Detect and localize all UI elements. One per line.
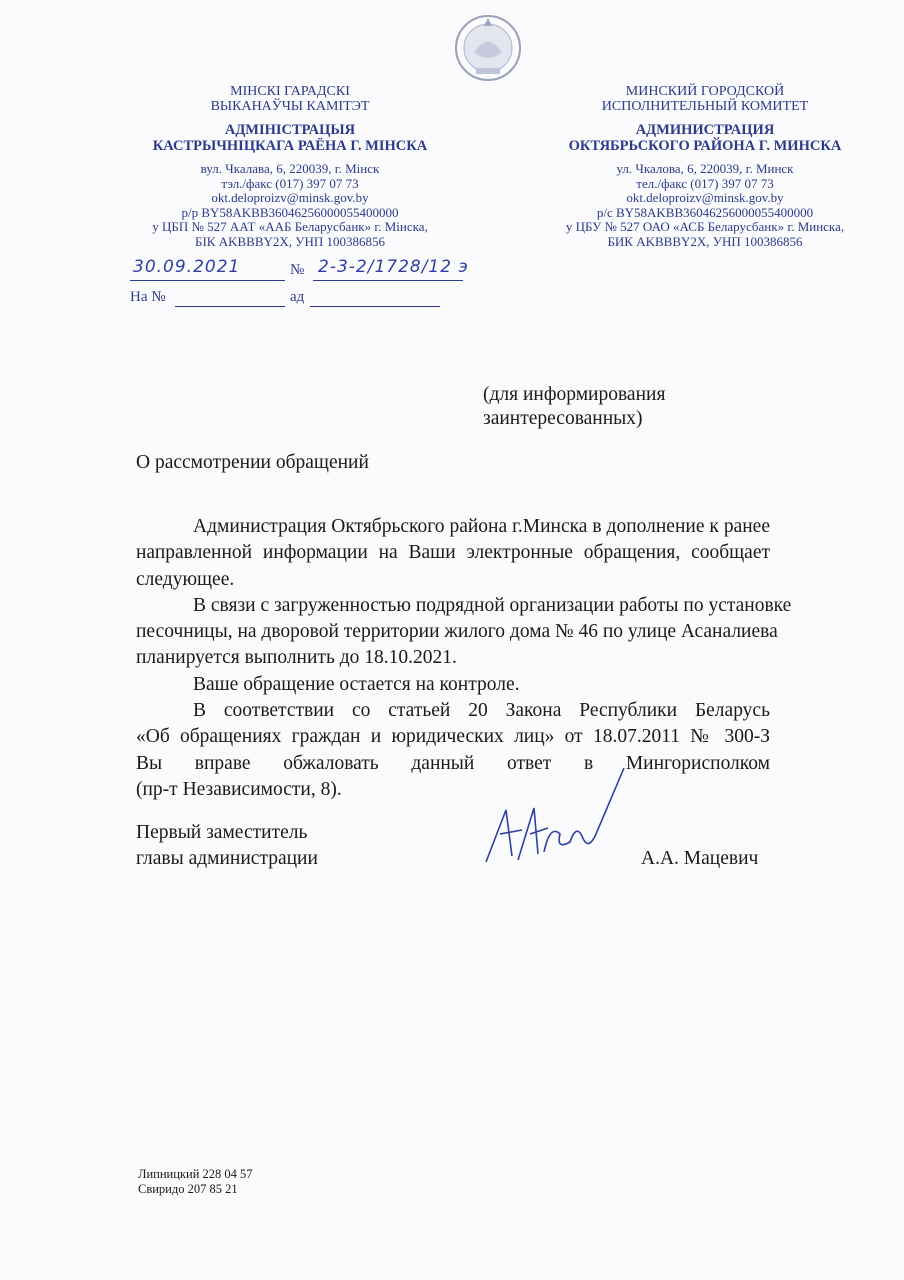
contacts	[138, 1167, 253, 1197]
email-line: okt.deloproizv@minsk.gov.by	[211, 190, 369, 205]
contact-line: Липницкий 228 04 57	[138, 1167, 253, 1181]
admin-line: КАСТРЫЧНІЦКАГА РАЁНА Г. МІНСКА	[152, 138, 428, 154]
email-line: okt.deloproizv@minsk.gov.by	[626, 190, 784, 205]
admin-line: АДМИНИСТРАЦИЯ	[635, 122, 775, 138]
position-line: Первый заместитель	[136, 822, 308, 843]
letter-date: 30.09.2021	[133, 257, 241, 277]
bank-line: у ЦБУ № 527 ОАО «АСБ Беларусбанк» г. Минска,	[565, 219, 845, 234]
body-line: В связи с загруженностью подрядной организации работы по установке	[193, 594, 792, 616]
org-line: ИСПОЛНИТЕЛЬНЫЙ КОМИТЕТ	[601, 99, 809, 114]
body-line: следующее.	[136, 568, 235, 590]
header-belarusian	[120, 84, 460, 249]
phone-line: тэл./факс (017) 397 07 73	[221, 175, 359, 191]
org-line: МИНСКИЙ ГОРОДСКОЙ	[625, 84, 785, 99]
address-line: ул. Чкалова, 6, 220039, г. Минск	[616, 161, 794, 176]
org-line: ВЫКАНАЎЧЫ КАМІТЭТ	[210, 99, 370, 114]
bank-line: у ЦБП № 527 ААТ «ААБ Беларусбанк» г. Мінска,	[152, 219, 428, 234]
recipient-note-line: заинтересованных)	[483, 408, 643, 429]
body-line: (пр-т Независимости, 8).	[136, 778, 342, 800]
ref-number-label: На №	[130, 289, 166, 305]
ref-from-label: ад	[290, 289, 305, 305]
number-label: №	[290, 262, 305, 278]
body-paragraph	[136, 514, 792, 803]
header-russian	[530, 84, 880, 249]
subject-line: О рассмотрении обращений	[136, 452, 369, 473]
account-line: р/с BY58AKBB36046256000055400000	[596, 204, 814, 220]
body-line: Администрация Октябрьского района г.Минска в дополнение к ранее	[193, 516, 770, 537]
signatory-position	[136, 820, 318, 872]
account-line: р/р BY58AKBB36046256000055400000	[181, 204, 399, 220]
position-line: главы администрации	[136, 848, 318, 869]
admin-line: ОКТЯБРЬСКОГО РАЙОНА Г. МИНСКА	[568, 138, 842, 154]
admin-line: АДМІНІСТРАЦЫЯ	[224, 122, 356, 138]
bic-line: БИК AKBBBY2X, УНП 100386856	[607, 233, 803, 249]
state-emblem-icon	[450, 12, 526, 84]
signatory-name: А.А. Мацевич	[641, 848, 759, 869]
body-line: В соответствии со статьей 20 Закона Республики Беларусь	[193, 700, 770, 722]
address-line: вул. Чкалава, 6, 220039, г. Мінск	[200, 161, 380, 176]
recipient-note	[483, 383, 665, 431]
recipient-note-line: (для информирования	[483, 384, 666, 405]
letter-number: 2-3-2/1728/12 э	[318, 257, 469, 277]
body-line: песочницы, на дворовой территории жилого дома № 46 по улице Асаналиева	[136, 621, 778, 643]
body-line: планируется выполнить до 18.10.2021.	[136, 647, 457, 669]
body-line: «Об обращениях граждан и юридических лиц» от 18.07.2011 № 300-З	[136, 726, 770, 748]
signature-icon	[478, 764, 628, 868]
phone-line: тел./факс (017) 397 07 73	[636, 175, 774, 191]
body-line: Ваше обращение остается на контроле.	[193, 673, 520, 695]
body-line: Вы вправе обжаловать данный ответ в Мингорисполком	[136, 752, 770, 774]
bic-line: БІК AKBBBY2X, УНП 100386856	[194, 233, 385, 249]
body-line: направленной информации на Ваши электронные обращения, сообщает	[136, 542, 770, 564]
contact-line: Свиридо 207 85 21	[138, 1182, 238, 1196]
org-line: МІНСКІ ГАРАДСКІ	[230, 84, 350, 99]
